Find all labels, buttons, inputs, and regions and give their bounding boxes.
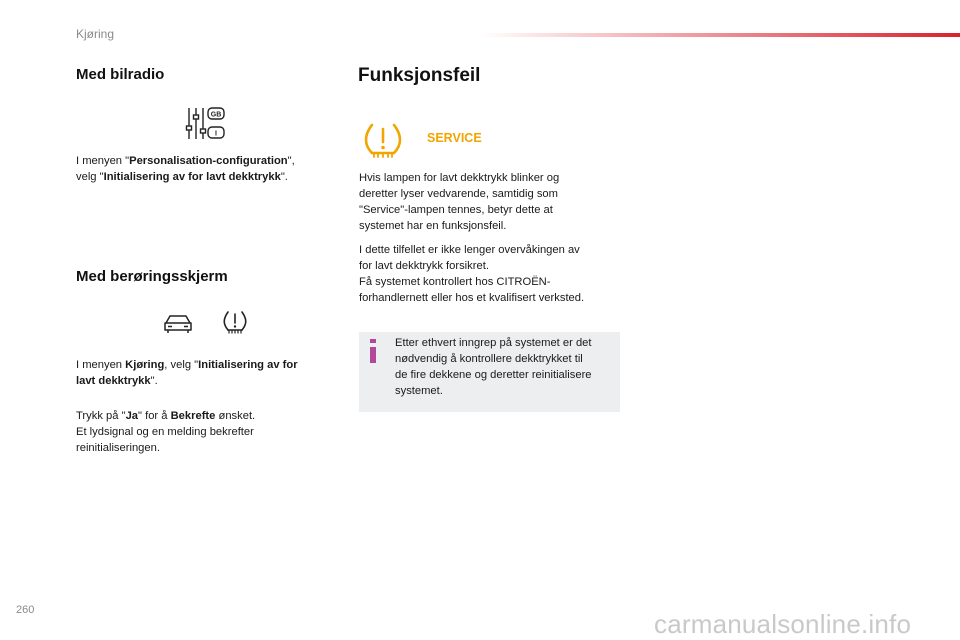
fault-paragraph-1: [359, 170, 621, 234]
text-fragment: ".: [150, 375, 158, 387]
text-line: Et lydsignal og en melding bekrefter: [76, 426, 254, 438]
info-icon: [368, 339, 378, 363]
text-fragment: velg ": [76, 171, 104, 183]
text-fragment: I menyen ": [76, 155, 130, 167]
text-line: systemet har en funksjonsfeil.: [359, 220, 507, 232]
text-line: Få systemet kontrollert hos CITROËN-: [359, 276, 551, 288]
fault-paragraph-2: [359, 242, 621, 306]
text-line: "Service"-lampen tennes, betyr dette at: [359, 204, 553, 216]
text-line: nødvendig å kontrollere dekktrykket til: [395, 353, 583, 365]
action-name: Initialisering av for lavt dekktrykk: [103, 171, 281, 183]
tyre-pressure-warning-icon: [223, 309, 247, 335]
confirm-label: Bekrefte: [170, 410, 216, 422]
touchscreen-heading: Med berøringsskjerm: [76, 268, 228, 285]
text-line: forhandlernett eller hos et kvalifisert verksted.: [359, 292, 585, 304]
fault-heading: Funksjonsfeil: [358, 65, 481, 86]
action-name: Initialisering av for: [198, 359, 298, 371]
radio-icon-badge-bottom: I: [215, 130, 217, 138]
text-fragment: , velg ": [164, 359, 199, 371]
text-fragment: ",: [287, 155, 295, 167]
text-line: systemet.: [395, 385, 443, 397]
page-number: 260: [16, 604, 35, 616]
menu-name: Kjøring: [125, 359, 165, 371]
radio-settings-icon: [186, 105, 226, 141]
car-icon: [163, 313, 193, 335]
bilradio-instruction: [76, 153, 336, 185]
header-accent-line: [480, 33, 960, 37]
text-fragment: " for å: [138, 410, 171, 422]
text-line: Hvis lampen for lavt dekktrykk blinker og: [359, 172, 560, 184]
text-line: de fire dekkene og deretter reinitialisere: [395, 369, 592, 381]
yes-label: Ja: [125, 410, 139, 422]
menu-name: Personalisation-configuration: [129, 155, 288, 167]
text-fragment: ønsket.: [215, 410, 256, 422]
watermark: carmanualsonline.info: [654, 609, 912, 639]
touchscreen-instruction: [76, 357, 338, 389]
text-line: deretter lyser vedvarende, samtidig som: [359, 188, 558, 200]
text-fragment: I menyen: [76, 359, 126, 371]
section-label: Kjøring: [76, 27, 115, 41]
radio-icon-badge-top: GB: [210, 111, 222, 119]
service-label: SERVICE: [427, 131, 482, 145]
info-box: [359, 332, 620, 412]
text-line: Etter ethvert inngrep på systemet er det: [395, 337, 592, 349]
text-line: reinitialiseringen.: [76, 442, 160, 454]
text-line: for lavt dekktrykk forsikret.: [359, 260, 489, 272]
confirm-instruction: [76, 408, 338, 456]
action-name-cont: lavt dekktrykk: [76, 375, 151, 387]
bilradio-heading: Med bilradio: [76, 66, 165, 83]
text-fragment: ".: [280, 171, 288, 183]
info-text: [395, 335, 617, 399]
tyre-pressure-warning-icon: [364, 121, 402, 161]
service-warning-icon: [427, 130, 482, 146]
text-line: I dette tilfellet er ikke lenger overvåkingen av: [359, 244, 580, 256]
text-fragment: Trykk på ": [76, 410, 126, 422]
